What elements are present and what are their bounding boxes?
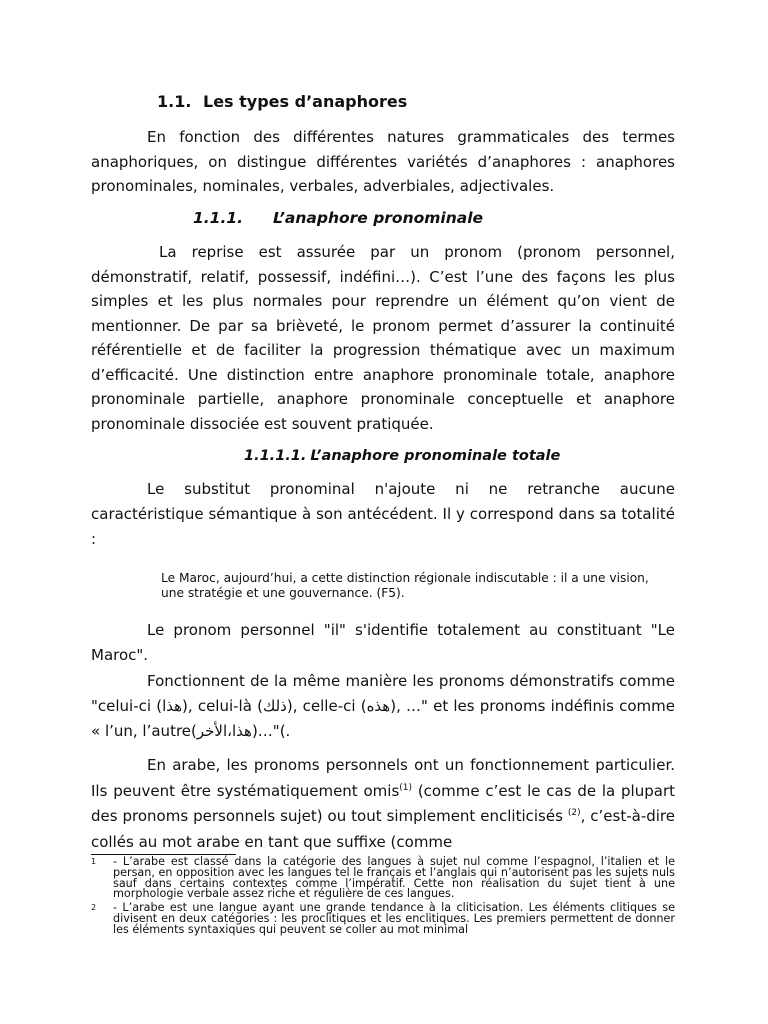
footnote-2 (91, 903, 675, 935)
footnote-1 (91, 857, 675, 900)
paragraph-1: Le substitut pronominal n'ajoute ni ne retranche aucune caractéristique sémantique à son antécédent. Il y correspond dans sa totalité : (91, 480, 675, 548)
block-quote: Le Maroc, aujourd’hui, a cette distinction régionale indiscutable : il a une vision, une stratégie et une gouvernance. (F5). (161, 571, 649, 600)
paragraph-4 (91, 753, 675, 855)
section-heading (157, 92, 407, 111)
paragraph-2: Le pronom personnel "il" s'identifie totalement au constituant "Le Maroc". (91, 621, 675, 664)
section-title: Les types d’anaphores (203, 92, 408, 111)
footnote-2-text: - L’arabe est une langue ayant une grande tendance à la cliticisation. Les éléments clitiques se divisent en deux catégories : les proclitiques et les enclitiques. Les premiers permettent de donner les éléments syntaxiques qui peuvent se coller au mot minimal (113, 901, 675, 936)
paragraph-4-part-c: , c’est-à-dire collés au mot arabe en tant que suffixe (comme (91, 807, 675, 851)
paragraph-3: Fonctionnent de la même manière les pronoms démonstratifs comme "celui-ci (هذا), celui-là (ذلك), celle-ci (هذه), …" et les pronoms indéfinis comme « l’un, l’autre(هذا،الأخر)…"(. (91, 672, 675, 740)
footnote-1-mark: 1 (91, 857, 97, 866)
footnote-2-mark: 2 (91, 903, 97, 912)
footnote-ref-2[interactable]: (2) (567, 808, 581, 818)
subsection-title: L’anaphore pronominale (273, 209, 484, 227)
footnote-ref-1[interactable]: (1) (399, 782, 413, 793)
subsection-heading (193, 209, 483, 227)
section-number: 1.1. (157, 92, 192, 111)
section-intro: En fonction des différentes natures grammaticales des termes anaphoriques, on distingue différentes variétés d’anaphores : anaphores pronominales, nominales, verbales, adverbiales, adjectivales. (91, 128, 675, 195)
subsection-body: La reprise est assurée par un pronom (pronom personnel, démonstratif, relatif, possessif, indéfini…). C’est l’une des façons les plus simples et les plus normales pour reprendre un élément qu’on vient de mentionner. De par sa brièveté, le pronom permet d’assurer la continuité référentielle et de faciliter la progression thématique avec un maximum d’efficacité. Une distinction entre anaphore pronominale totale, anaphore pronominale partielle, anaphore pronominale conceptuelle et anaphore pronominale dissociée est souvent pratiquée. (91, 243, 675, 433)
paragraph-4-part-b: (comme c’est le cas de la plupart des pronoms personnels sujet) ou tout simplement encliticisés (91, 781, 675, 825)
footnote-1-text: - L’arabe est classé dans la catégorie des langues à sujet nul comme l’espagnol, l’italien et le persan, en opposition avec les langues tel le français et l’anglais qui n’autorisent pas les sujets nuls sauf dans certains contextes comme l’impératif. Cette non réalisation du sujet tient à une morphologie verbale assez riche et régulière de ces langues. (113, 855, 675, 901)
subsubsection-number: 1.1.1.1. (244, 448, 307, 464)
paragraph-4-part-a: En arabe, les pronoms personnels ont un fonctionnement particulier. Ils peuvent être systématiquement omis (91, 756, 675, 800)
subsection-number: 1.1.1. (193, 209, 244, 227)
subsubsection-title: L’anaphore pronominale totale (310, 448, 561, 464)
subsubsection-heading (244, 448, 560, 464)
